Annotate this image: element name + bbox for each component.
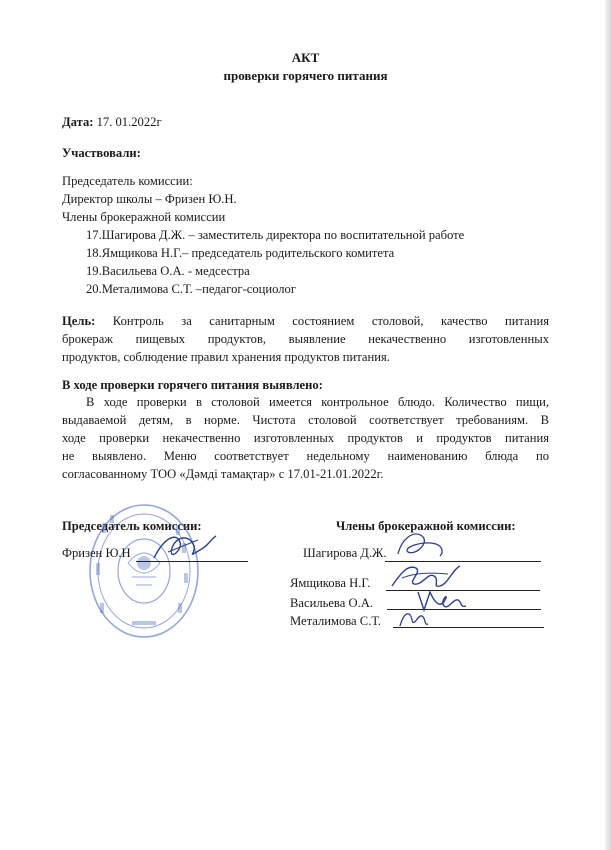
member-signature-name: Шагирова Д.Ж. [303, 546, 387, 560]
members-signature-heading: Члены брокеражной комиссии: [336, 519, 516, 533]
findings-line: не выявлено. Меню соответствует недельному наименованию блюда по [62, 449, 549, 463]
document-subtitle: проверки горячего питания [223, 68, 388, 83]
findings-line: согласованному ТОО «Дәмді тамақтар» с 17.01-21.01.2022г. [62, 467, 384, 481]
members-heading: Члены брокеражной комиссии [62, 210, 226, 224]
member-item: 19.Васильева О.А. - медсестра [86, 264, 250, 278]
member-signature-icon [396, 606, 430, 632]
goal-line [62, 312, 549, 330]
page-edge-shadow [605, 0, 611, 850]
goal-label: Цель: [62, 314, 96, 328]
document-title: АКТ [291, 50, 320, 65]
chair-name: Фризен Ю.Н [62, 546, 131, 560]
director-line: Директор школы – Фризен Ю.Н. [62, 192, 237, 206]
date-label: Дата: [62, 115, 94, 129]
goal-line: брокераж пищевых продуктов, выявление некачественно изготовленных [62, 332, 549, 346]
participants-heading: Участвовали: [62, 146, 141, 160]
member-signature-name: Металимова С.Т. [290, 614, 381, 628]
chair-signature-icon [150, 528, 220, 568]
member-item: 17.Шагирова Д.Ж. – заместитель директора по воспитательной работе [86, 228, 465, 242]
date-line [62, 113, 162, 131]
chair-signature-heading: Председатель комиссии: [62, 519, 202, 533]
findings-line: В ходе проверки в столовой имеется контрольное блюдо. Количество пищи, [86, 395, 549, 409]
member-signature-name: Васильева О.А. [290, 596, 373, 610]
goal-paragraph [62, 312, 549, 366]
member-item: 18.Ямщикова Н.Г.– председатель родительского комитета [86, 246, 395, 260]
member-signature-name: Ямщикова Н.Г. [290, 576, 371, 590]
round-seal-icon [88, 503, 200, 639]
goal-line: продуктов, соблюдение правил хранения продуктов питания. [62, 350, 390, 364]
date-value: 17. 01.2022г [93, 115, 162, 129]
findings-line: ходе проверки некачественно изготовленных продуктов и продуктов питания [62, 431, 549, 445]
chair-role: Председатель комиссии: [62, 174, 193, 188]
goal-line-text: Контроль за санитарным состоянием столовой, качество питания [95, 314, 549, 328]
findings-heading: В ходе проверки горячего питания выявлено: [62, 378, 323, 392]
findings-line: выдаваемой детям, в норме. Чистота столовой соответствует требованиям. В [62, 413, 549, 427]
member-item: 20.Металимова С.Т. –педагог-социолог [86, 282, 297, 296]
findings-paragraph [62, 393, 549, 483]
